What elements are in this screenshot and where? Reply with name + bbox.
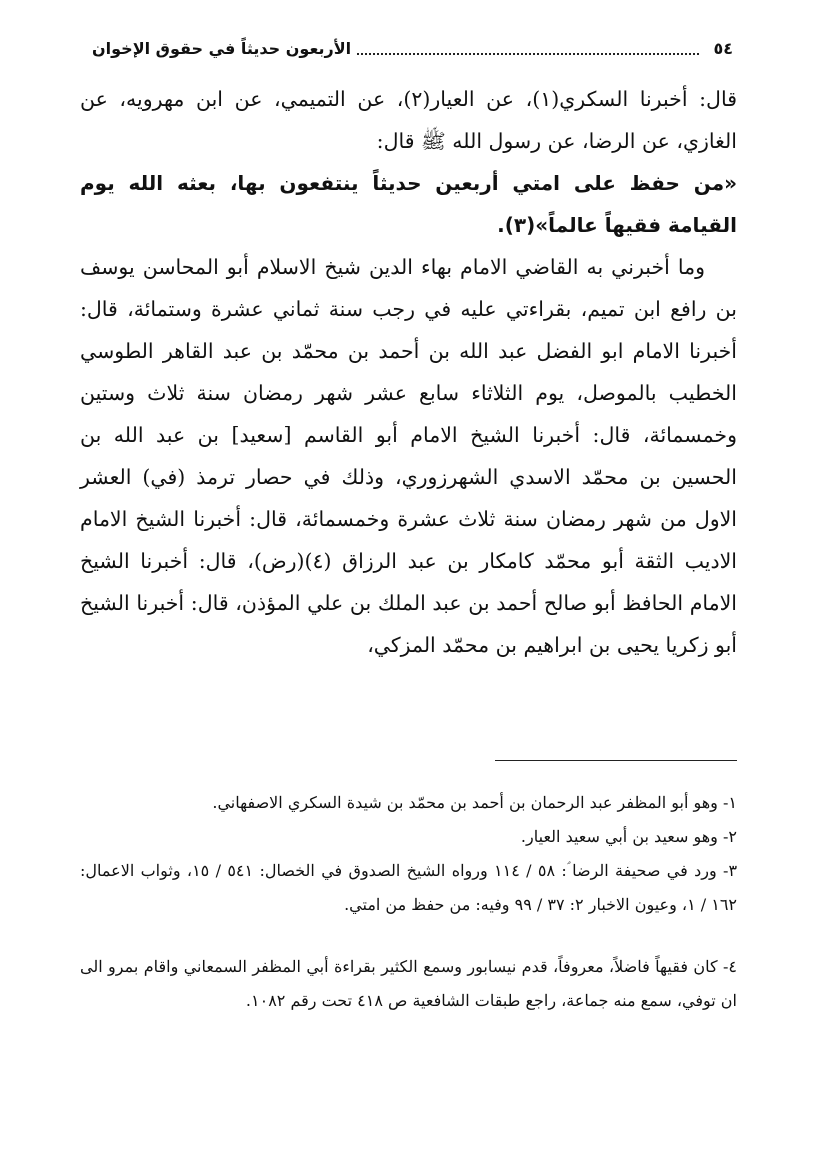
running-title: الأربعون حديثاً في حقوق الإخوان [92, 38, 352, 58]
chain-paragraph-1: قال: أخبرنا السكري(١)، عن العيار(٢)، عن التميمي، عن ابن مهرويه، عن الغازي، عن الرضا، عن رسول الله ﷺ قال: [80, 87, 737, 153]
running-header [92, 34, 733, 62]
hadith-text: «من حفظ على امتي أربعين حديثاً ينتفعون بها، بعثه الله يوم القيامة فقيهاً عالماً»(٣). [80, 171, 737, 237]
footnotes [80, 786, 737, 1018]
footnote-1: ١- وهو أبو المظفر عبد الرحمان بن أحمد بن محمّد بن شيدة السكري الاصفهاني. [212, 793, 737, 812]
footnote-2: ٢- وهو سعيد بن أبي سعيد العيار. [520, 827, 737, 846]
footnote-4: ٤- كان فقيهاً فاضلاً، معروفاً، قدم نيسابور وسمع الكثير بقراءة أبي المظفر السمعاني واقام بمرو الى ان توفي، سمع منه جماعة، راجع طبقات الشافعية ص ٤١٨ تحت رقم ١٠٨٢. [80, 957, 737, 1010]
page-number: ٥٤ [713, 38, 733, 58]
header-dot-leader [357, 41, 699, 55]
footnote-3: ٣- ورد في صحيفة الرضا ؑ: ٥٨ / ١١٤ ورواه الشيخ الصدوق في الخصال: ٥٤١ / ١٥، وثواب الاعمال: ١٦٢ / ١، وعيون الاخبار ٢: ٣٧ / ٩٩ وفيه: من حفظ من امتي. [80, 861, 738, 914]
footnote-separator [495, 760, 737, 761]
chain-paragraph-2: وما أخبرني به القاضي الامام بهاء الدين شيخ الاسلام أبو المحاسن يوسف بن رافع ابن تميم، بقراءتي عليه في رجب سنة ثماني عشرة وستمائة، قال: أخبرنا الامام ابو الفضل عبد الله بن أحمد بن محمّد بن عبد القاهر الطوسي الخطيب بالموصل، يوم الثلاثاء سابع عشر شهر رمضان سنة ثلاث وستين وخمسمائة، قال: أخبرنا الشيخ الامام أبو القاسم [سعيد] بن عبد الله بن الحسين بن محمّد الاسدي الشهرزوري، وذلك في حصار ترمذ (في) العشر الاول من شهر رمضان سنة ثلاث عشرة وخمسمائة، قال: أخبرنا الشيخ الامام الاديب الثقة أبو محمّد كامكار بن عبد الرزاق (٤)(رض)، قال: أخبرنا الشيخ الامام الحافظ أبو صالح أحمد بن عبد الملك بن علي المؤذن، قال: أخبرنا الشيخ أبو زكريا يحيى بن ابراهيم بن محمّد المزكي، [80, 255, 738, 657]
main-text [80, 78, 737, 666]
